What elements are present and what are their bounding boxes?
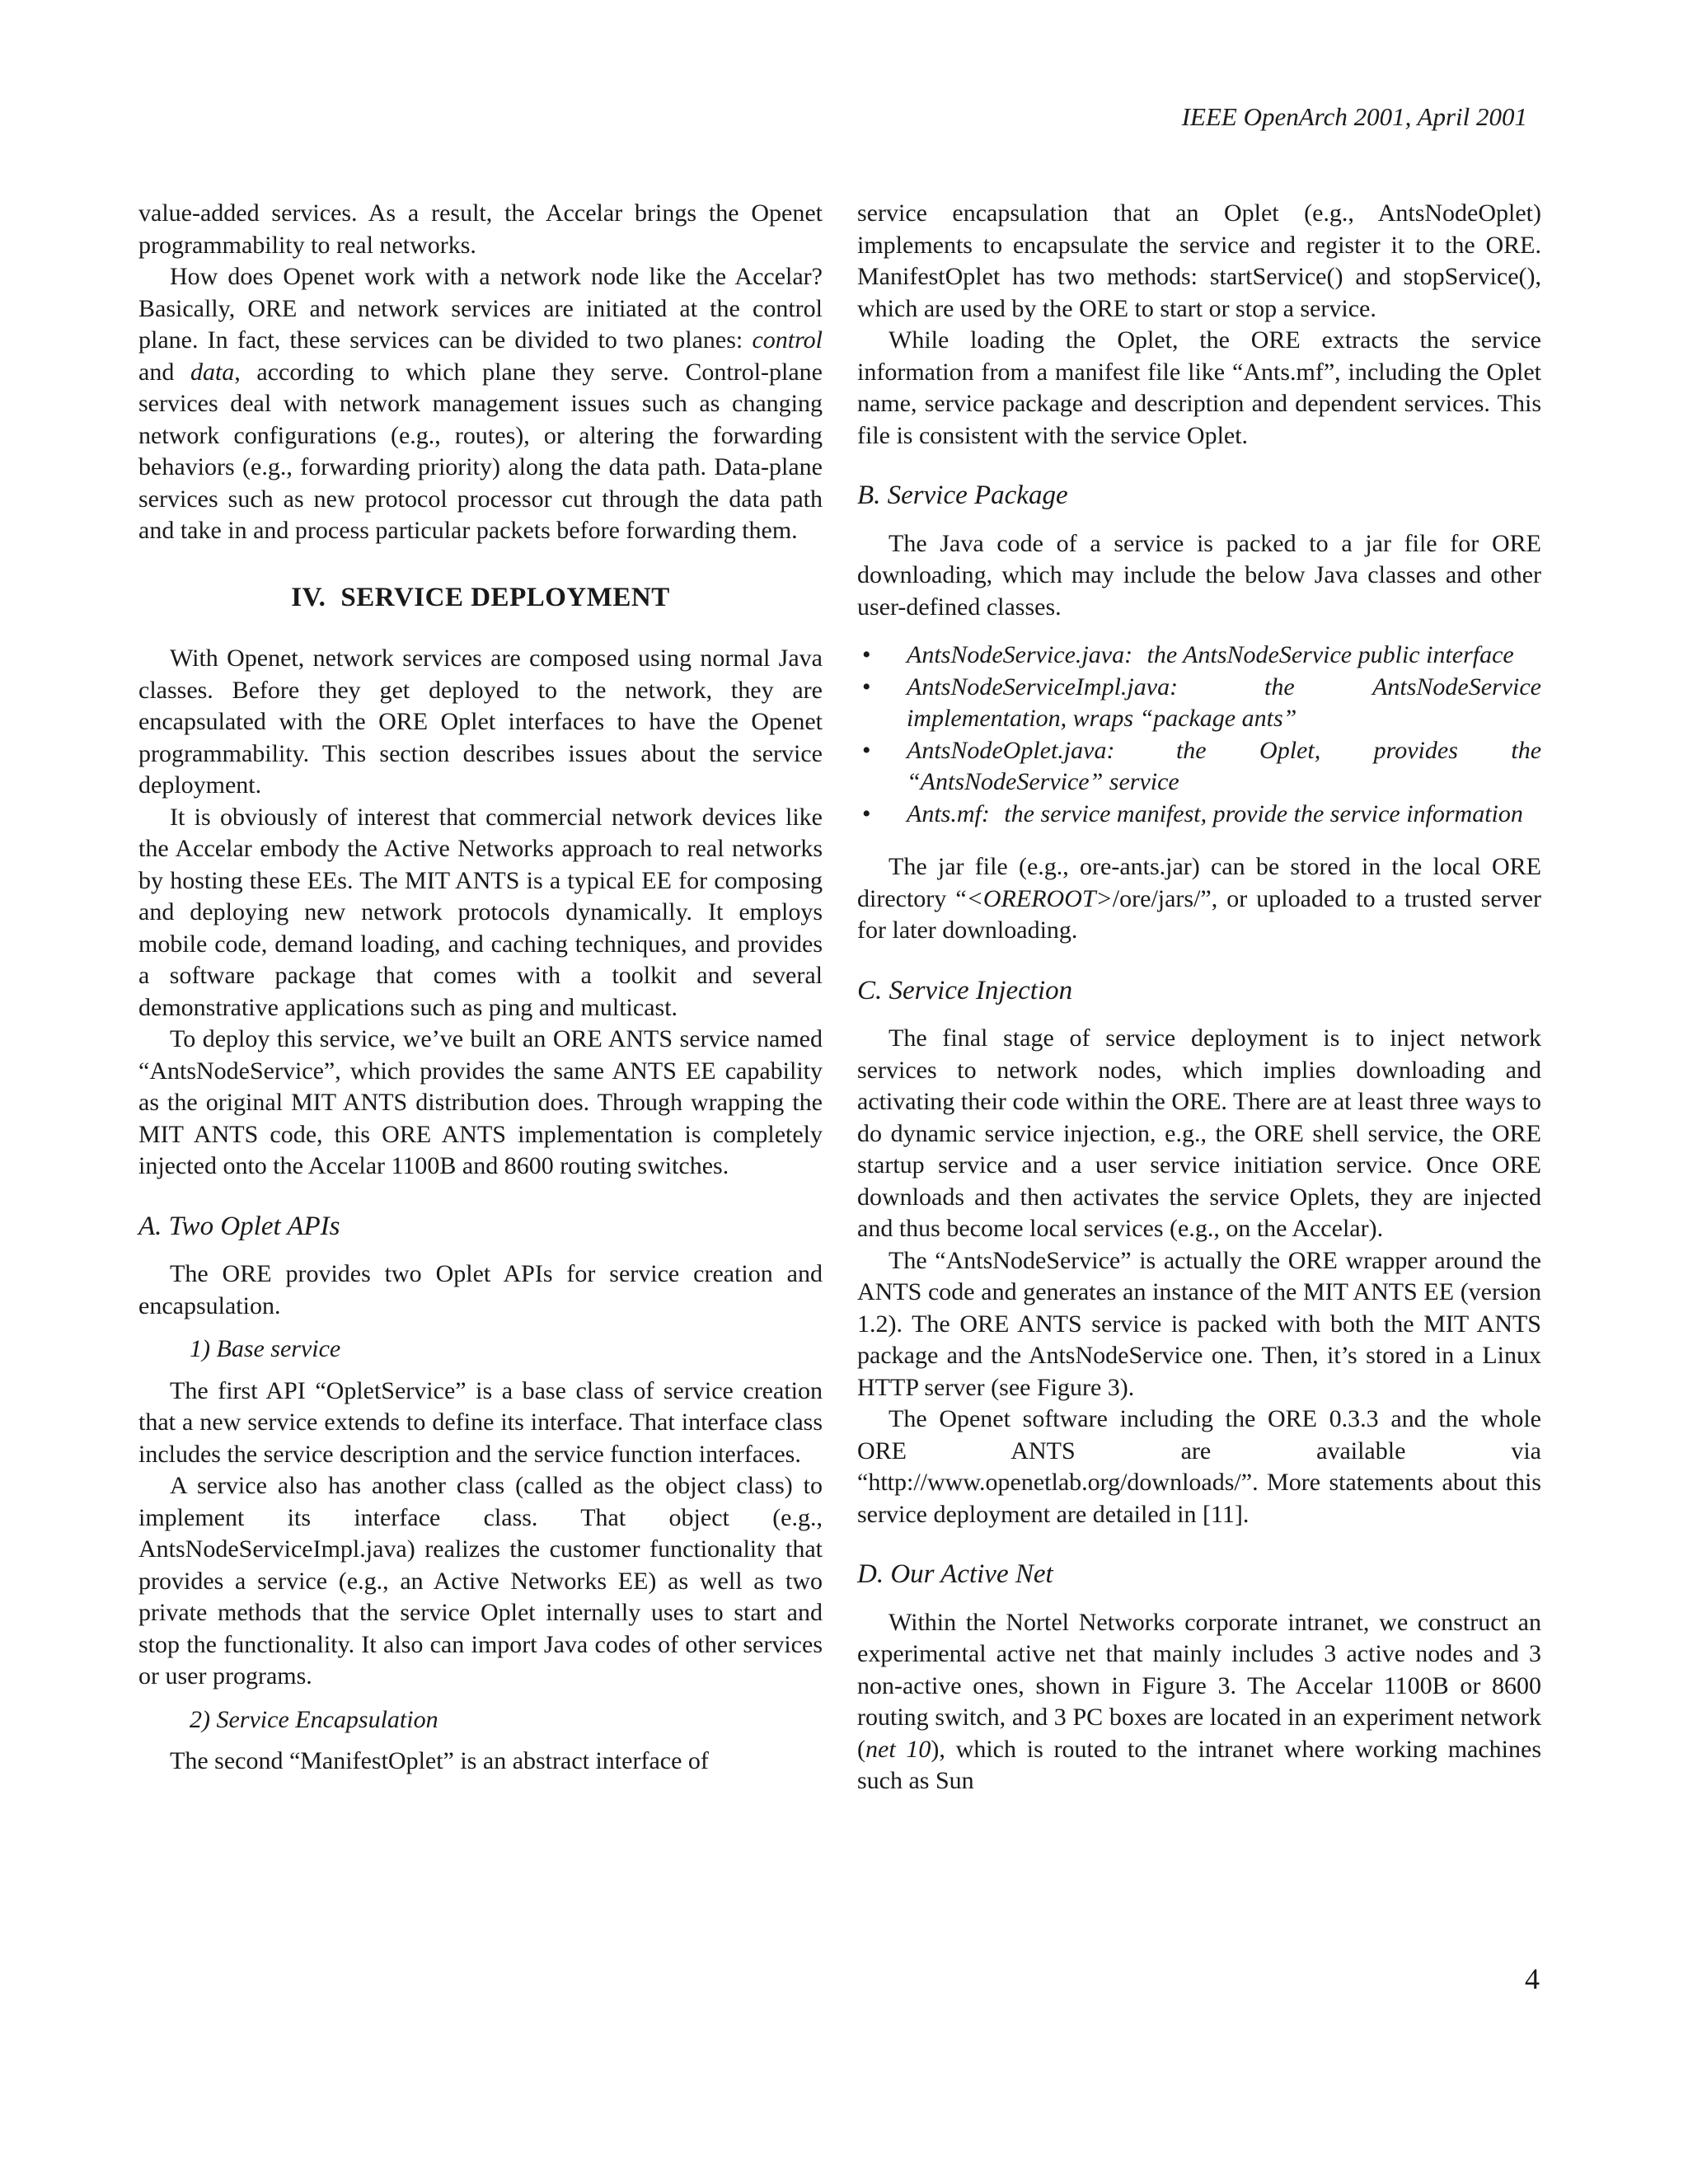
paragraph: A service also has another class (called as the object class) to implement its interface class. That object (e.g., AntsNodeServiceImpl.java) realizes the customer functionality that provides a service (e.g., an Active Networks EE) as well as two private methods that the service Oplet internally uses to start and stop the functionality. It also can import Java codes of other services or user programs. — [138, 1472, 823, 1690]
paragraph: The “AntsNodeService” is actually the ORE wrapper around the ANTS code and generates an instance of the MIT ANTS EE (version 1.2). The ORE ANTS service is packed with both the MIT ANTS package and the AntsNodeService one. Then, it’s stored in a Linux HTTP server (see Figure 3). — [857, 1246, 1541, 1401]
paragraph: With Openet, network services are composed using normal Java classes. Before they get deployed to the network, they are encapsulated with the ORE Oplet interfaces to have the Openet programmability. This section describes issues about the service deployment. — [138, 644, 823, 799]
paragraph: Within the Nortel Networks corporate intranet, we construct an experimental active net that mainly includes 3 active nodes and 3 non-active ones, shown in Figure 3. The Accelar 1100B or 8600 routing switch, and 3 PC boxes are located in an experiment network (net 10), which is routed to the intranet where working machines such as Sun — [857, 1608, 1541, 1794]
subsection-heading: D. Our Active Net — [857, 1559, 1053, 1589]
paragraph: The second “ManifestOplet” is an abstract interface of — [170, 1747, 709, 1774]
list-item: • AntsNodeOplet.java: the Oplet, provides the “AntsNodeService” service — [862, 736, 1542, 795]
paragraph: How does Openet work with a network node like the Accelar? Basically, ORE and network services are initiated at the control plane. In fact, these services can be divided to two planes: control and data, according to which plane they serve. Control-plane services deal with network management issues such as changing network configurations (e.g., routes), or altering the forwarding behaviors (e.g., forwarding priority) along the data path. Data-plane services such as new protocol processor cut through the data path and take in and process particular packets before forwarding them. — [138, 263, 823, 544]
subsubsection-heading: 2) Service Encapsulation — [190, 1705, 438, 1733]
list-item: • Ants.mf: the service manifest, provide the service information — [857, 799, 1541, 831]
section-number: IV. — [291, 582, 326, 612]
paragraph: It is obviously of interest that commercial network devices like the Accelar embody the Active Networks approach to real networks by hosting these EEs. The MIT ANTS is a typical EE for composing and deploying new network protocols dynamically. It employs mobile code, demand loading, and caching techniques, and provides a software package that comes with a toolkit and several demonstrative applications such as ping and multicast. — [138, 803, 823, 1021]
bullet-icon: • — [862, 673, 871, 701]
subsection-heading: B. Service Package — [857, 480, 1068, 510]
paragraph: The Openet software including the ORE 0.3.3 and the whole ORE ANTS are available via “http://www.openetlab.org/downloads/”. More statements about this service deployment are detailed in [11]. — [857, 1405, 1541, 1528]
right-column — [857, 198, 1541, 1797]
running-head: IEEE OpenArch 2001, April 2001 — [1181, 102, 1527, 131]
subsubsection-heading: 1) Base service — [190, 1335, 341, 1362]
bullet-icon: • — [862, 799, 871, 827]
bullet-list — [857, 640, 1541, 830]
list-item: • AntsNodeService.java: the AntsNodeService public interface — [857, 640, 1541, 672]
section-heading — [138, 582, 823, 614]
left-column — [138, 198, 823, 1778]
list-item: • AntsNodeServiceImpl.java: the AntsNodeService implementation, wraps “package ants” — [862, 673, 1542, 732]
section-title: SERVICE DEPLOYMENT — [340, 582, 670, 612]
page-number: 4 — [1525, 1962, 1540, 1995]
paragraph: The jar file (e.g., ore-ants.jar) can be stored in the local ORE directory “<OREROOT>/ore/jars/”, or uploaded to a trusted server for later downloading. — [857, 853, 1541, 944]
subsection-heading: C. Service Injection — [857, 975, 1073, 1005]
paragraph: To deploy this service, we’ve built an ORE ANTS service named “AntsNodeService”, which provides the same ANTS EE capability as the original MIT ANTS distribution does. Through wrapping the MIT ANTS code, this ORE ANTS implementation is completely injected onto the Accelar 1100B and 8600 routing switches. — [138, 1025, 823, 1179]
paragraph: The final stage of service deployment is to inject network services to network nodes, which implies downloading and activating their code within the ORE. There are at least three ways to do dynamic service injection, e.g., the ORE shell service, the ORE startup service and a user service initiation service. Once ORE downloads and then activates the service Oplets, they are injected and thus become local services (e.g., on the Accelar). — [857, 1024, 1541, 1242]
paragraph: While loading the Oplet, the ORE extracts the service information from a manifest file like “Ants.mf”, including the Oplet name, service package and description and dependent services. This file is consistent with the service Oplet. — [857, 326, 1541, 449]
bullet-icon: • — [862, 736, 871, 764]
paragraph: The ORE provides two Oplet APIs for service creation and encapsulation. — [138, 1260, 823, 1319]
bullet-icon: • — [862, 641, 871, 668]
paragraph: The first API “OpletService” is a base class of service creation that a new service extends to define its interface. That interface class includes the service description and the service function interfaces. — [138, 1376, 823, 1468]
paragraph: service encapsulation that an Oplet (e.g., AntsNodeOplet) implements to encapsulate the service and register it to the ORE. ManifestOplet has two methods: startService() and stopService(), which are used by the ORE to start or stop a service. — [857, 199, 1541, 322]
paragraph: value-added services. As a result, the Accelar brings the Openet programmability to real networks. — [138, 199, 823, 259]
subsection-heading: A. Two Oplet APIs — [138, 1211, 340, 1241]
paragraph: The Java code of a service is packed to a jar file for ORE downloading, which may include the below Java classes and other user-defined classes. — [857, 529, 1541, 621]
